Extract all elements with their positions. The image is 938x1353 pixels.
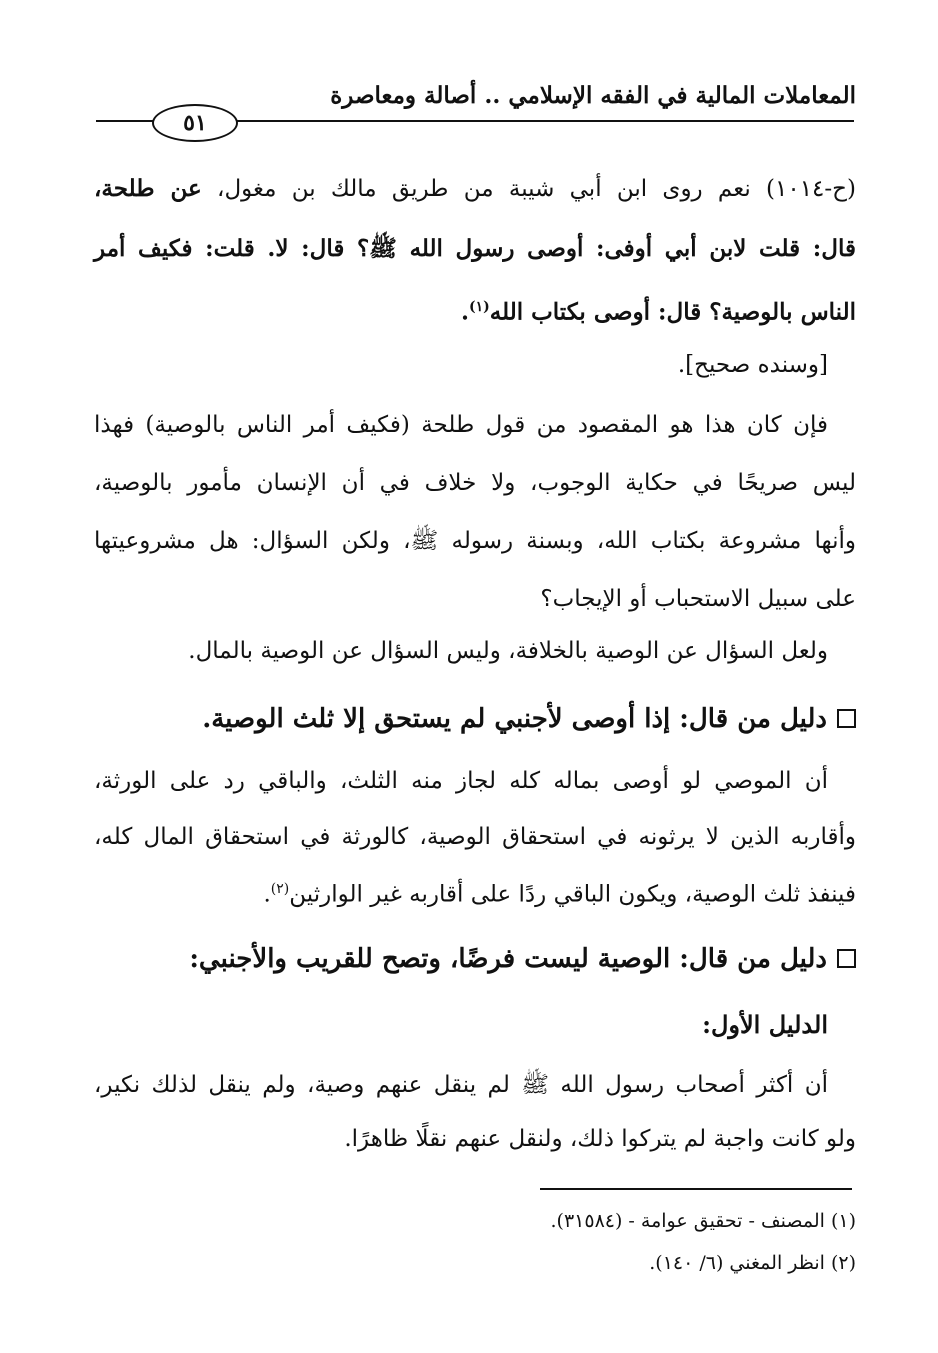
section-heading [94,942,856,976]
section-heading-text: دليل من قال: إذا أوصى لأجنبي لم يستحق إلا ثلث الوصية. [202,704,827,734]
body-line [94,172,856,206]
checkbox-square-icon [837,709,856,728]
section-heading [94,702,856,736]
body-line: وأنها مشروعة بكتاب الله، وبسنة رسوله ﷺ، ولكن السؤال: هل مشروعيتها [94,528,856,554]
hadith-narrator: عن طلحة، [94,175,202,202]
footnote-ref: (٢) [270,881,290,897]
body-line: على سبيل الاستحباب أو الإيجاب؟ [540,586,856,612]
running-header-title: المعاملات المالية في الفقه الإسلامي .. أصالة ومعاصرة [330,82,856,109]
page-number: ٥١ [152,104,238,142]
body-line [94,290,856,330]
footnote: (١) المصنف - تحقيق عوامة - (٣١٥٨٤). [550,1210,856,1232]
footnote: (٢) انظر المغني (٦/ ١٤٠). [649,1252,856,1274]
hadith-text: (ح-١٠١٤) نعم روى ابن أبي شيبة من طريق مالك بن مغول، [217,176,856,202]
body-line: وأقاربه الذين لا يرثونه في استحقاق الوصية، كالورثة في استحقاق المال كله، [94,824,856,850]
footnote-separator [540,1188,852,1190]
grading-text: [وسنده صحيح]. [677,352,828,378]
body-line: ولعل السؤال عن الوصية بالخلافة، وليس السؤال عن الوصية بالمال. [188,638,828,664]
footnote-ref: (١) [469,299,490,315]
subheading: الدليل الأول: [702,1010,828,1039]
punctuation: . [263,881,271,908]
body-line [94,872,856,912]
section-heading-text: دليل من قال: الوصية ليست فرضًا، وتصح للقريب والأجنبي: [189,944,827,974]
body-text: فينفذ ثلث الوصية، ويكون الباقي ردًا على أقاربه غير الوارثين [289,881,856,908]
body-line: ليس صريحًا في حكاية الوجوب، ولا خلاف في أن الإنسان مأمور بالوصية، [94,470,856,496]
checkbox-square-icon [837,949,856,968]
body-line: أن الموصي لو أوصى بماله كله لجاز منه الثلث، والباقي رد على الورثة، [94,768,828,794]
body-line: ولو كانت واجبة لم يتركوا ذلك، ولنقل عنهم نقلًا ظاهرًا. [344,1126,856,1152]
hadith-text-end: الناس بالوصية؟ قال: أوصى بكتاب الله [489,298,856,326]
body-line: أن أكثر أصحاب رسول الله ﷺ لم ينقل عنهم وصية، ولم ينقل لذلك نكير، [94,1072,828,1098]
body-line: فإن كان هذا هو المقصود من قول طلحة (فكيف أمر الناس بالوصية) فهذا [94,412,828,438]
punctuation: . [460,298,469,326]
body-line: قال: قلت لابن أبي أوفى: أوصى رسول الله ﷺ؟ قال: لا. قلت: فكيف أمر [94,235,856,262]
